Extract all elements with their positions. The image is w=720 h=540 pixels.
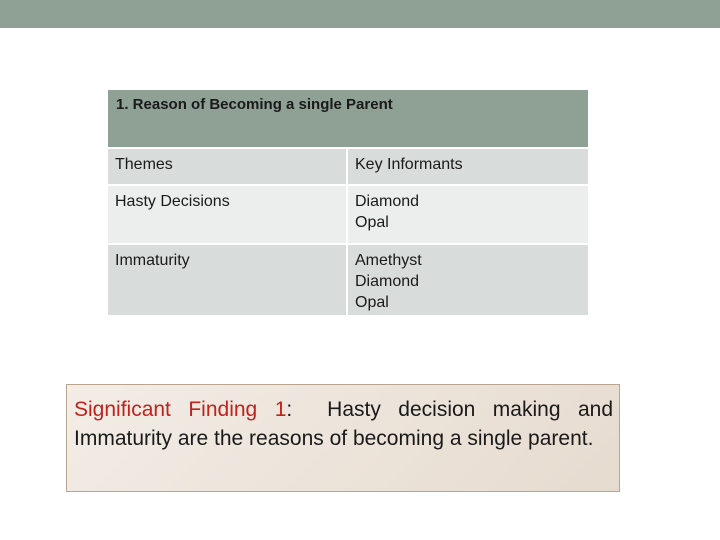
informants-cell xyxy=(348,245,588,315)
informants-cell xyxy=(348,186,588,243)
top-bar xyxy=(0,0,720,28)
header-themes: Themes xyxy=(108,149,346,184)
informant: Opal xyxy=(355,214,389,231)
finding-label: Significant Finding 1 xyxy=(74,398,287,421)
finding-text: Hasty decision making and Immaturity are the reasons of becoming a single parent. xyxy=(74,398,614,450)
informant: Diamond xyxy=(355,193,420,210)
table-row xyxy=(108,186,588,243)
table-header-row xyxy=(108,149,588,184)
informant: Diamond xyxy=(355,273,420,290)
table-title: 1. Reason of Becoming a single Parent xyxy=(116,96,393,113)
finding-separator: : xyxy=(286,398,293,421)
significant-finding-box xyxy=(66,384,620,492)
informant: Opal xyxy=(355,294,389,311)
theme-cell: Hasty Decisions xyxy=(108,186,346,243)
table-row xyxy=(108,245,588,315)
informant: Amethyst xyxy=(355,252,422,269)
table-title-row xyxy=(108,90,588,147)
header-key-informants: Key Informants xyxy=(348,149,588,184)
theme-cell: Immaturity xyxy=(108,245,346,315)
